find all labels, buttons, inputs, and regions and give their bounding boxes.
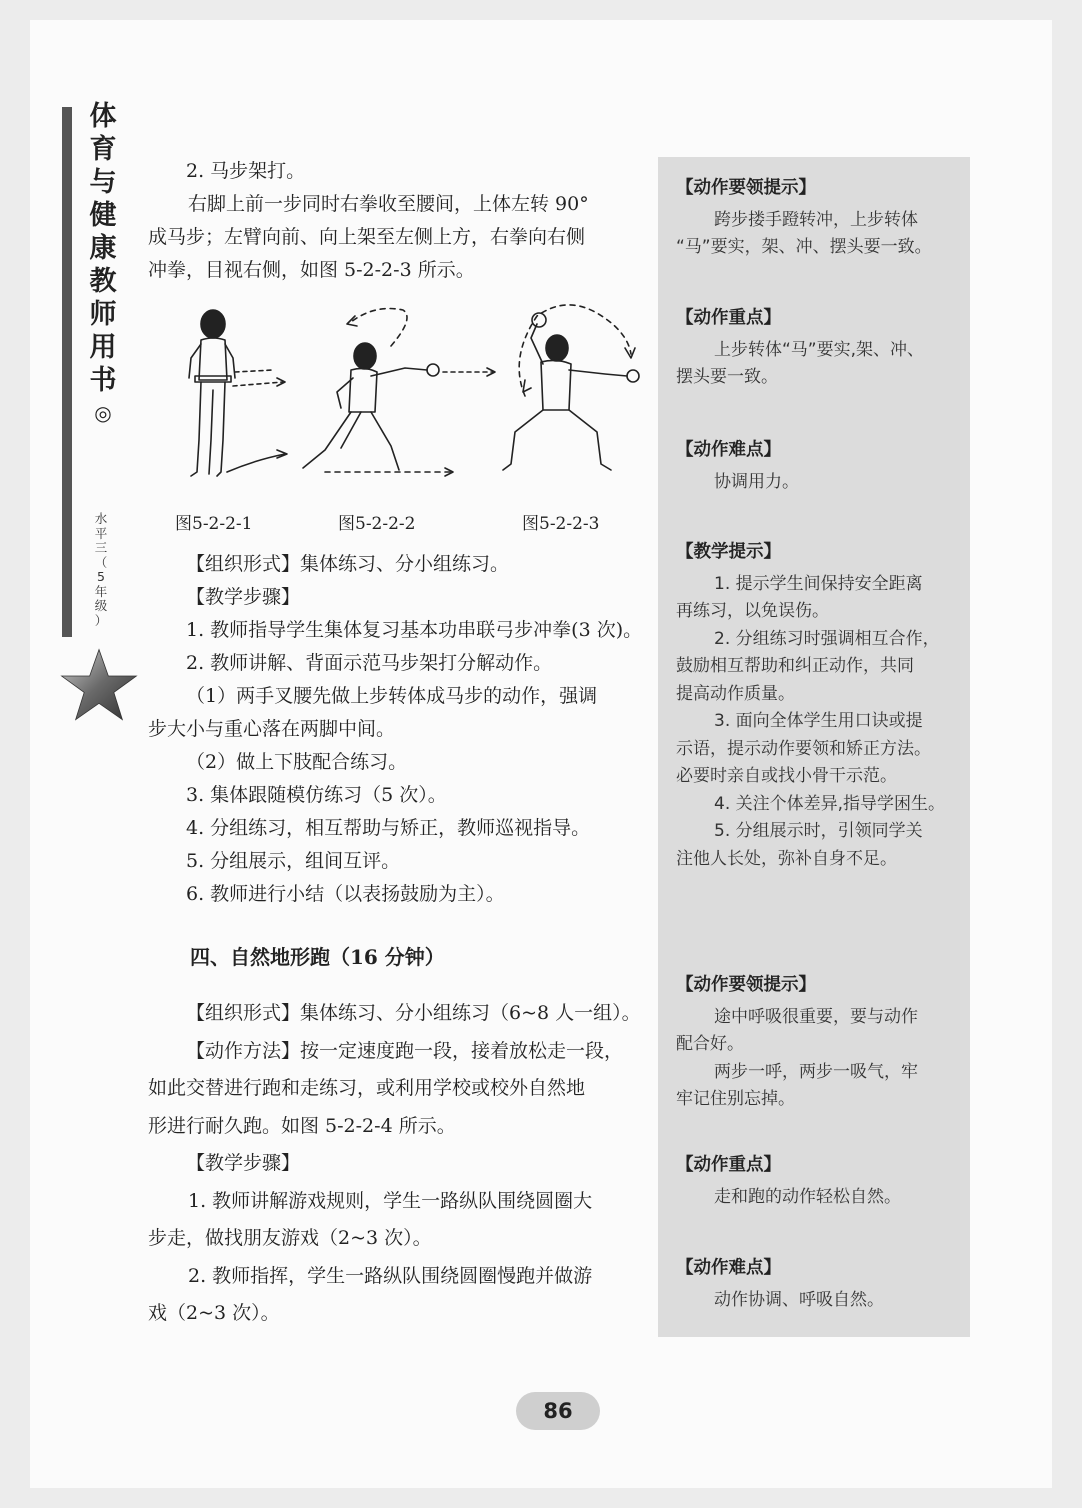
- level-char: 平: [94, 525, 108, 541]
- tip-text: 5. 分组展示时，引领同学关: [714, 821, 923, 841]
- tip-text: 两步一呼，两步一吸气，牢: [714, 1061, 918, 1082]
- level-char: 三: [94, 540, 108, 555]
- level-char: 水: [94, 511, 108, 526]
- main-text-bottom: [148, 995, 648, 1333]
- text-line: 4. 分组练习，相互帮助与矫正，教师巡视指导。: [186, 817, 591, 839]
- tip-text: 2. 分组练习时强调相互合作，: [714, 628, 940, 649]
- tip-text: 必要时亲自或找小骨干示范。: [676, 766, 897, 786]
- tip-text: 途中呼吸很重要，要与动作: [714, 1006, 918, 1027]
- text-line: （1）两手叉腰先做上步转体成马步的动作，强调: [186, 685, 598, 707]
- text-line: 2. 教师讲解、背面示范马步架打分解动作。: [186, 652, 553, 674]
- tip-heading: 【动作重点】: [676, 1155, 781, 1175]
- figure-caption: 图5-2-2-1: [175, 514, 253, 534]
- section-heading: 四、自然地形跑（16 分钟）: [190, 945, 445, 969]
- tip-heading: 【动作难点】: [676, 440, 781, 460]
- tip-text: 上步转体“马”要实,架、冲、: [714, 339, 925, 360]
- figure-caption: 图5-2-2-3: [522, 514, 600, 534]
- tip-text: 3. 面向全体学生用口诀或提: [714, 711, 923, 731]
- text-line: 1. 教师讲解游戏规则，学生一路纵队围绕圆圈大: [188, 1189, 593, 1212]
- tip-heading: 【动作要领提示】: [676, 178, 816, 198]
- tip-text: “马”要实，架、冲、摆头要一致。: [676, 237, 932, 257]
- tip-text: 摆头要一致。: [676, 367, 778, 387]
- tips-sidebar: [658, 157, 970, 1337]
- step-title: 2. 马步架打。: [186, 160, 306, 182]
- spine-char: 与: [89, 167, 117, 198]
- tip-block: [676, 305, 960, 392]
- spine-char: 教: [89, 266, 117, 297]
- text-line: 3. 集体跟随模仿练习（5 次）。: [186, 784, 447, 806]
- level-char: 级: [94, 598, 108, 613]
- spine-char: 用: [89, 332, 117, 363]
- tip-heading: 【动作要领提示】: [676, 975, 816, 995]
- spine-bar: [62, 107, 72, 637]
- tip-block: [676, 1255, 960, 1314]
- main-text-middle: [148, 548, 648, 911]
- text-line: 2. 教师指挥，学生一路纵队围绕圆圈慢跑并做游: [188, 1264, 593, 1287]
- tip-text: 鼓励相互帮助和纠正动作，共同: [676, 656, 914, 676]
- text-line: 冲拳，目视右侧，如图 5-2-2-3 所示。: [148, 259, 475, 281]
- level-char: 5: [97, 569, 105, 584]
- tip-heading: 【动作难点】: [676, 1258, 781, 1278]
- tip-text: 牢记住别忘掉。: [676, 1089, 795, 1109]
- tip-text: 提高动作质量。: [676, 683, 795, 704]
- main-text-top: [148, 155, 648, 287]
- spine-char: 育: [89, 134, 117, 165]
- text-line: 6. 教师进行小结（以表扬鼓励为主）。: [186, 883, 505, 905]
- text-line: 如此交替进行跑和走练习，或利用学校或校外自然地: [148, 1077, 586, 1099]
- text-line: 【教学步骤】: [186, 1152, 301, 1174]
- spine-char: 健: [89, 200, 117, 231]
- tip-text: 1. 提示学生间保持安全距离: [714, 573, 923, 594]
- text-line: 步大小与重心落在两脚中间。: [148, 718, 396, 740]
- tip-text: 走和跑的动作轻松自然。: [714, 1186, 901, 1207]
- page-number: 86: [516, 1392, 600, 1430]
- tip-block: [676, 539, 960, 873]
- grade-level-vertical: [92, 512, 110, 628]
- text-line: （2）做上下肢配合练习。: [186, 751, 408, 773]
- text-line: 【组织形式】集体练习、分小组练习（6~8 人一组）。: [186, 1002, 641, 1024]
- tip-text: 注他人长处，弥补自身不足。: [676, 848, 897, 869]
- tip-block: [676, 175, 960, 262]
- text-line: 成马步；左臂向前、向上架至左侧上方，右拳向右侧: [148, 226, 586, 248]
- text-line: 1. 教师指导学生集体复习基本功串联弓步冲拳(3 次)。: [186, 619, 643, 641]
- star-icon: [60, 648, 138, 722]
- spine-char: 康: [89, 233, 117, 264]
- spine-char: 师: [89, 299, 117, 330]
- text-line: 步走，做找朋友游戏（2~3 次）。: [148, 1227, 432, 1249]
- tip-text: 跨步搂手蹬转冲，上步转体: [714, 209, 918, 230]
- tip-heading: 【动作重点】: [676, 308, 781, 328]
- level-char: ）: [94, 612, 108, 628]
- level-char: （: [94, 554, 108, 570]
- text-line: 5. 分组展示，组间互评。: [186, 850, 401, 872]
- level-char: 年: [94, 583, 108, 599]
- text-line: 【组织形式】集体练习、分小组练习。: [186, 553, 510, 575]
- text-line: 【教学步骤】: [186, 586, 301, 608]
- text-line: 戏（2~3 次）。: [148, 1302, 280, 1324]
- book-title-vertical: [88, 100, 118, 430]
- text-line: 【动作方法】按一定速度跑一段，接着放松走一段，: [186, 1039, 624, 1062]
- text-line: 右脚上前一步同时右拳收至腰间，上体左转 90°: [188, 193, 589, 215]
- tip-block: [676, 437, 960, 496]
- tip-text: 4. 关注个体差异,指导学困生。: [714, 793, 946, 814]
- tip-text: 配合好。: [676, 1034, 744, 1054]
- tip-heading: 【教学提示】: [676, 542, 781, 562]
- tip-text: 协调用力。: [714, 471, 799, 492]
- martial-arts-figure: [165, 300, 645, 500]
- tip-block: [676, 1152, 960, 1211]
- tip-block: [676, 972, 960, 1114]
- tip-text: 示语，提示动作要领和矫正方法。: [676, 738, 931, 759]
- spine-char: 体: [89, 101, 117, 132]
- tip-text: 再练习，以免误伤。: [676, 601, 829, 621]
- tip-text: 动作协调、呼吸自然。: [714, 1289, 884, 1310]
- spine-char: ◎: [94, 401, 112, 425]
- text-line: 形进行耐久跑。如图 5-2-2-4 所示。: [148, 1114, 456, 1137]
- spine-char: 书: [89, 365, 117, 396]
- figure-caption: 图5-2-2-2: [338, 514, 416, 534]
